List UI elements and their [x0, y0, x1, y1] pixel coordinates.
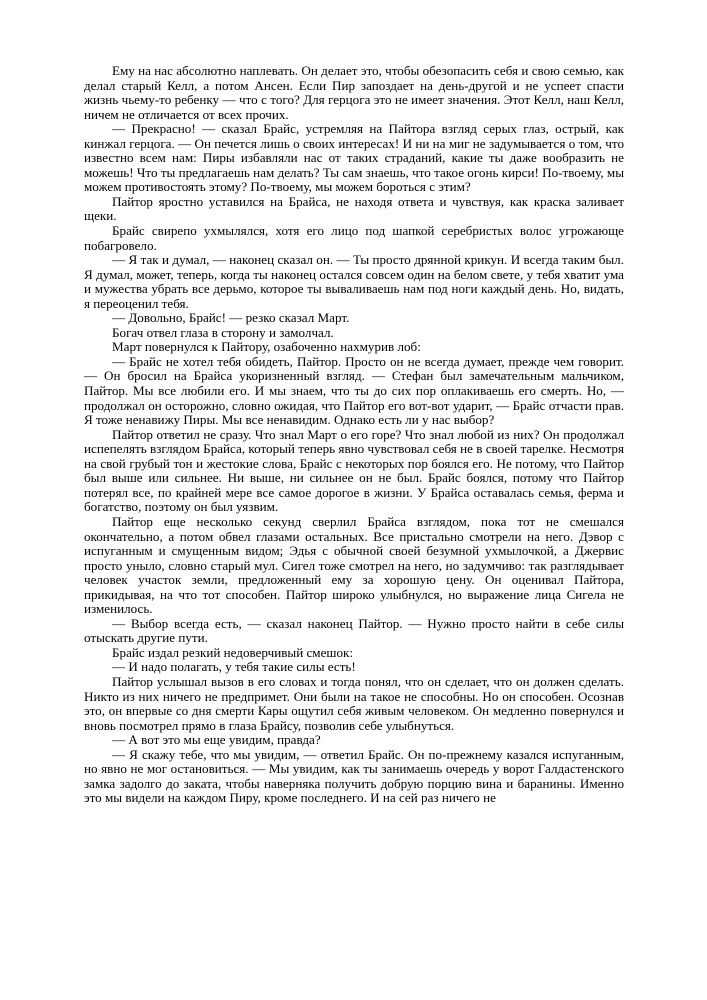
paragraph: Пайтор ответил не сразу. Что знал Март о его горе? Что знал любой из них? Он продолжал испепелять взглядом Брайса, который теперь явно чувствовал себя не в своей тарелке. Несмотря на свой грубый тон и жестокие слова, Брайс с некоторых пор боялся его. Не потому, что Пайтор был выше или сильнее. Ни выше, ни сильнее он не был. Брайс боялся, потому что Пайтор потерял все, по крайней мере все самое дорогое в жизни. У Брайса оставалась семья, ферма и богатство, поэтому он был уязвим. — [84, 426, 624, 515]
paragraph: Ему на нас абсолютно наплевать. Он делает это, чтобы обезопасить себя и свою семью, как делал старый Келл, а потом Ансен. Если Пир запоздает на день-другой и не успеет спасти жизнь чьему-то ребенку — что с того? Для герцога это не имеет значения. Этот Келл, наш Келл, ничем не отличается от всех прочих. — [84, 63, 624, 122]
paragraph: Брайс свирепо ухмылялся, хотя его лицо под шапкой серебристых волос угрожающе побагровело. — [84, 223, 624, 253]
paragraph: Пайтор еще несколько секунд сверлил Брайса взглядом, пока тот не смешался окончательно, а потом обвел глазами остальных. Все пристально смотрели на него. Дэвор с испуганным и смущенным видом; Эдья с обычной своей безумной ухмылочкой, а Джервис просто уныло, словно старый мул. Сигел тоже смотрел на него, но задумчиво: так разглядывает человек участок земли, предложенный ему за хорошую цену. Он оценивал Пайтора, прикидывая, на что тот способен. Пайтор широко улыбнулся, но выражение лица Сигела не изменилось. — [84, 513, 624, 617]
paragraph: — Выбор всегда есть, — сказал наконец Пайтор. — Нужно просто найти в себе силы отыскать другие пути. — [84, 615, 624, 646]
paragraph: Пайтор яростно уставился на Брайса, не находя ответа и чувствуя, как краска заливает щеки. — [84, 193, 624, 224]
paragraph: Богач отвел глаза в сторону и замолчал. — [112, 324, 334, 340]
paragraph: Брайс издал резкий недоверчивый смешок: — [112, 644, 354, 660]
paragraph: — Прекрасно! — сказал Брайс, устремляя на Пайтора взгляд серых глаз, острый, как кинжал герцога. — Он печется лишь о своих интересах! И ни на миг не задумывается о том, что известно всем нам: Пиры избавляли нас от таких страданий, какие ты даже вообразить не можешь! Что ты предлагаешь нам делать? Ты сам знаешь, что такое огонь кирси! По-твоему, мы можем противостоять этому? По-твоему, мы можем бороться с этим? — [84, 121, 624, 195]
paragraph: — И надо полагать, у тебя такие силы есть! — [112, 659, 356, 675]
paragraph: — А вот это мы еще увидим, правда? — [112, 732, 321, 748]
paragraph: — Я так и думал, — наконец сказал он. — Ты просто дрянной крикун. И всегда таким был. Я думал, может, теперь, когда ты наконец остался совсем один на белом свете, у тебя хватит ума и мужества убрать все дерьмо, которое ты вываливаешь нам под ноги каждый день. Но, видать, я переоценил тебя. — [84, 252, 624, 311]
paragraph: — Брайс не хотел тебя обидеть, Пайтор. Просто он не всегда думает, прежде чем говорит. — Он бросил на Брайса укоризненный взгляд. — Стефан был замечательным мальчиком, Пайтор. Мы все любили его. И мы знаем, что ты до сих пор оплакиваешь его смерть. Но, — продолжал он осторожно, словно ожидая, что Пайтор его вот-вот ударит, — Брайс отчасти прав. Я тоже ненавижу Пиры. Мы все ненавидим. Однако есть ли у нас выбор? — [84, 353, 624, 428]
body-text-column — [84, 64, 624, 806]
paragraph: Пайтор услышал вызов в его словах и тогда понял, что он сделает, что он должен сделать. Никто из них ничего не предпримет. Они были на такое не способны. Но он способен. Осознав это, он впервые со дня смерти Кары ощутил себя живым человеком. Он медленно повернулся и вновь посмотрел прямо в глаза Брайсу, позволив себе улыбнуться. — [84, 673, 624, 733]
paragraph: — Довольно, Брайс! — резко сказал Март. — [112, 310, 350, 326]
paragraph: Март повернулся к Пайтору, озабоченно нахмурив лоб: — [112, 339, 421, 355]
paragraph: — Я скажу тебе, что мы увидим, — ответил Брайс. Он по-прежнему казался испуганным, но явно не мог остановиться. — Мы увидим, как ты занимаешь очередь у ворот Галдастенского замка задолго до заката, чтобы наверняка получить добрую порцию вина и баранины. Именно это мы видели на каждом Пиру, кроме последнего. И на сей раз ничего не — [84, 746, 624, 806]
